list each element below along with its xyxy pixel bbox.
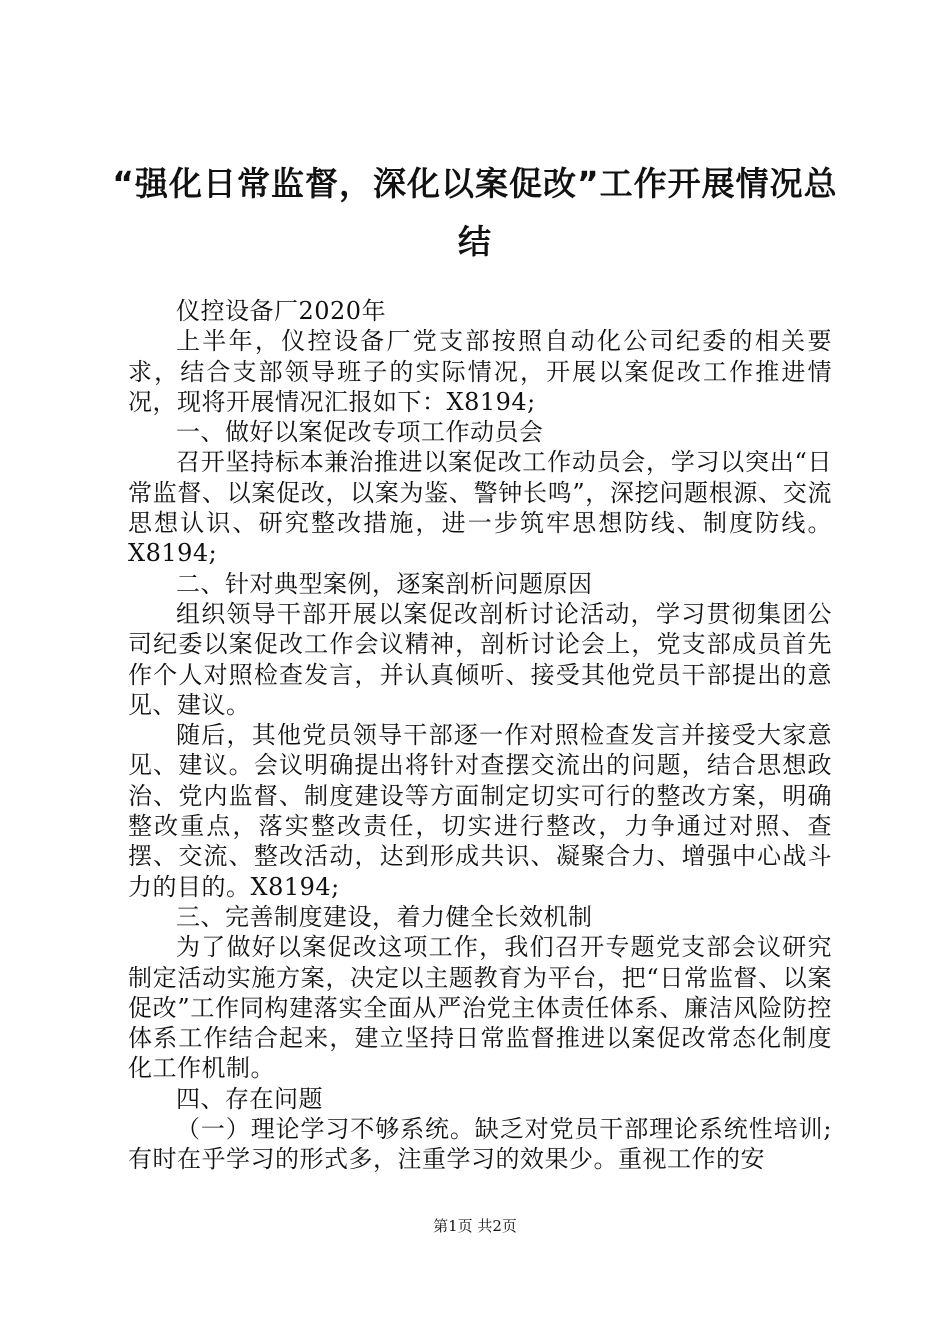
paragraph-section-2a: 组织领导干部开展以案促改剖析讨论活动，学习贯彻集团公司纪委以案促改工作会议精神，剖析讨论会上，党支部成员首先作个人对照检查发言，并认真倾听、接受其他党员干部提出的意见、建议。 — [128, 599, 832, 719]
section-heading-4: 四、存在问题 — [176, 1084, 323, 1113]
section-heading-2: 二、针对典型案例，逐案剖析问题原因 — [176, 569, 593, 598]
paragraph-section-1: 召开坚持标本兼治推进以案促改工作动员会，学习以突出“日常监督、以案促改，以案为鉴、警钟长鸣”，深挖问题根源、交流思想认识、研究整改措施，进一步筑牢思想防线、制度防线。X8194; — [128, 448, 832, 568]
paragraph-section-4: （一）理论学习不够系统。缺乏对党员干部理论系统性培训;有时在乎学习的形式多，注重学习的效果少。重视工作的安 — [128, 1115, 832, 1174]
paragraph-intro: 上半年，仪控设备厂党支部按照自动化公司纪委的相关要求，结合支部领导班子的实际情况，开展以案促改工作推进情况，现将开展情况汇报如下：X8194; — [128, 327, 832, 416]
section-heading-1: 一、做好以案促改专项工作动员会 — [176, 418, 544, 447]
paragraph-section-3: 为了做好以案促改这项工作，我们召开专题党支部会议研究制定活动实施方案，决定以主题教育为平台，把“日常监督、以案促改”工作同构建落实全面从严治党主体责任体系、廉洁风险防控体系工作结合起来，建立坚持日常监督推进以案促改常态化制度化工作机制。 — [128, 933, 832, 1083]
document-title: “强化日常监督，深化以案促改”工作开展情况总结 — [112, 164, 838, 261]
section-heading-3: 三、完善制度建设，着力健全长效机制 — [176, 902, 593, 931]
page-number-footer: 第1页 共2页 — [433, 1217, 517, 1235]
document-body — [128, 296, 832, 1175]
paragraph-section-2b: 随后，其他党员领导干部逐一作对照检查发言并接受大家意见、建议。会议明确提出将针对查摆交流出的问题，结合思想政治、党内监督、制度建设等方面制定切实可行的整改方案，明确整改重点，落实整改责任，切实进行整改，力争通过对照、查摆、交流、整改活动，达到形成共识、凝聚合力、增强中心战斗力的目的。X8194; — [128, 721, 832, 901]
paragraph-author-date: 仪控设备厂2020年 — [176, 297, 387, 325]
